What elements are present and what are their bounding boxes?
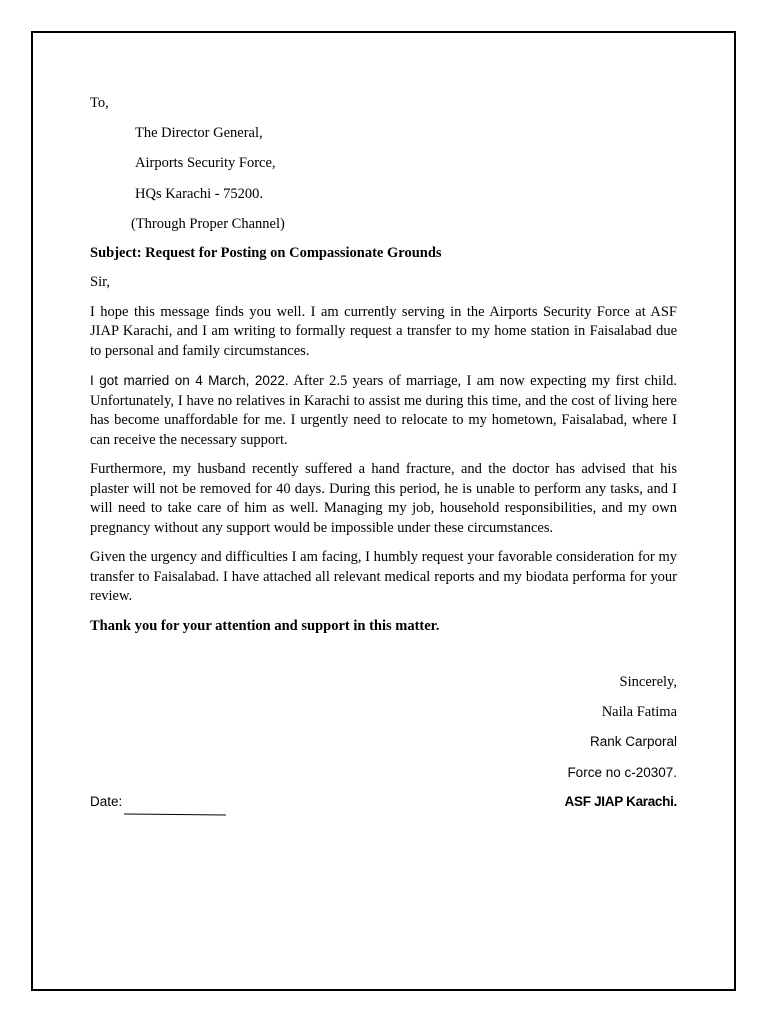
signer-rank: Rank Carporal [589, 734, 677, 749]
recipient-to: To, [90, 95, 109, 111]
thanks-line: Thank you for your attention and support in this matter. [90, 617, 440, 634]
signer-station: ASF JIAP Karachi. [564, 794, 677, 809]
paragraph-intro: I hope this message finds you well. I am currently serving in the Airports Security Force at ASF JIAP Karachi, and I am writing to formally request a transfer to my home station in Faisalabad due to personal and family circumstances. [90, 303, 677, 359]
recipient-location: HQs Karachi - 75200. [135, 185, 264, 202]
recipient-title: The Director General, [135, 124, 263, 141]
closing: Sincerely, [619, 674, 677, 690]
paragraph-marriage [90, 371, 677, 450]
paragraph-marriage-lead: I got married on 4 March, 2022. [90, 373, 289, 388]
signer-name: Naila Fatima [601, 704, 677, 720]
letter-body [90, 94, 677, 636]
paragraph-request: Given the urgency and difficulties I am facing, I humbly request your favorable consideration for my transfer to Faisalabad. I have attached all relevant medical reports and my biodata performa for your review. [90, 549, 677, 604]
signer-force-no: Force no c-20307. [567, 765, 677, 780]
salutation: Sir, [90, 274, 110, 290]
recipient-channel: (Through Proper Channel) [131, 216, 285, 232]
paragraph-marriage-rest: After 2.5 years of marriage, I am now expecting my first child. Unfortunately, I have no relatives in Karachi to assist me during this time, and the cost of living here has become unaffordable for me. I urgently need to relocate to my hometown, Faisalabad, where I can receive the necessary support. [90, 373, 677, 448]
date-label: Date: [90, 794, 123, 809]
letter-subject: Subject: Request for Posting on Compassionate Grounds [90, 244, 442, 261]
recipient-organization: Airports Security Force, [135, 155, 276, 171]
paragraph-husband: Furthermore, my husband recently suffered a hand fracture, and the doctor has advised that his plaster will not be removed for 40 days. During this period, he is unable to perform any tasks, and I will need to take care of him as well. Managing my job, household responsibilities, and my own pregnancy without any support would be impossible under these circumstances. [90, 461, 677, 536]
